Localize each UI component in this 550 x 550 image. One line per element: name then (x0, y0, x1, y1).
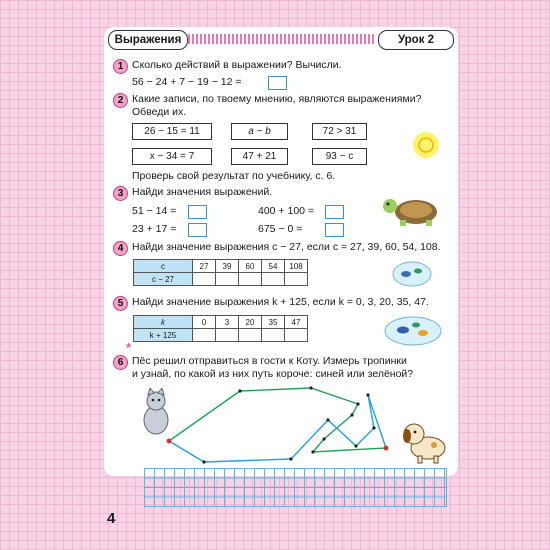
record-card[interactable]: 47 + 21 (231, 148, 288, 165)
task-2-text-2: Обведи их. (132, 106, 187, 118)
table-cell: 27 (193, 260, 216, 273)
task-3-text: Найди значения выражений. (132, 186, 273, 198)
record-card[interactable]: a − b (231, 123, 288, 140)
task-3-expr: 51 − 14 = (132, 205, 177, 217)
table-head: c − 27 (134, 273, 193, 286)
record-card[interactable]: x − 34 = 7 (132, 148, 212, 165)
table-cell: 47 (285, 316, 308, 329)
record-card[interactable]: 93 − c (312, 148, 367, 165)
table-cell: 35 (262, 316, 285, 329)
start-point (167, 439, 172, 444)
page-number: 4 (107, 510, 116, 527)
table-cell: 20 (239, 316, 262, 329)
task-6-text-2: и узнай, по какой из них путь короче: синей или зелёной? (132, 368, 414, 380)
task-2-number: 2 (113, 93, 128, 108)
task-3-number: 3 (113, 186, 128, 201)
table-cell: 60 (239, 260, 262, 273)
table-head: c (134, 260, 193, 273)
task-2-text: Какие записи, по твоему мнению, являются выражениями? (132, 93, 422, 105)
task-3-expr: 400 + 100 = (258, 205, 315, 217)
record-card[interactable]: 72 > 31 (312, 123, 367, 140)
section-title: Выражения (108, 30, 188, 50)
task-4-number: 4 (113, 241, 128, 256)
task-3-expr: 23 + 17 = (132, 223, 177, 235)
blue-path (169, 395, 386, 462)
end-point (384, 446, 389, 451)
task-3-expr: 675 − 0 = (258, 223, 303, 235)
table-head: k (134, 316, 193, 329)
table-cell: 108 (285, 260, 308, 273)
record-card[interactable]: 26 − 15 = 11 (132, 123, 212, 140)
task-5-text: Найди значение выражения k + 125, если k = 0, 3, 20, 35, 47. (132, 296, 429, 308)
task-1-number: 1 (113, 59, 128, 74)
table-cell: 3 (216, 316, 239, 329)
task-2-check: Проверь свой результат по учебнику, с. 6. (132, 170, 336, 182)
answer-grid[interactable] (144, 468, 447, 507)
task-1-text: Сколько действий в выражении? Вычисли. (132, 59, 342, 71)
green-path (169, 388, 386, 452)
table-head: k + 125 (134, 329, 193, 342)
task-4-text: Найди значение выражения c − 27, если c = 27, 39, 60, 54, 108. (132, 241, 441, 253)
task-5-number: 5 (113, 296, 128, 311)
table-cell: 54 (262, 260, 285, 273)
lesson-title: Урок 2 (378, 30, 454, 50)
task-6-star: * (126, 340, 132, 355)
task-6-text: Пёс решил отправиться в гости к Коту. Измерь тропинки (132, 355, 407, 367)
table-cell: 39 (216, 260, 239, 273)
task-6-number: 6 (113, 355, 128, 370)
table-cell: 0 (193, 316, 216, 329)
task-1-expression: 56 − 24 + 7 − 19 − 12 = (132, 76, 242, 88)
